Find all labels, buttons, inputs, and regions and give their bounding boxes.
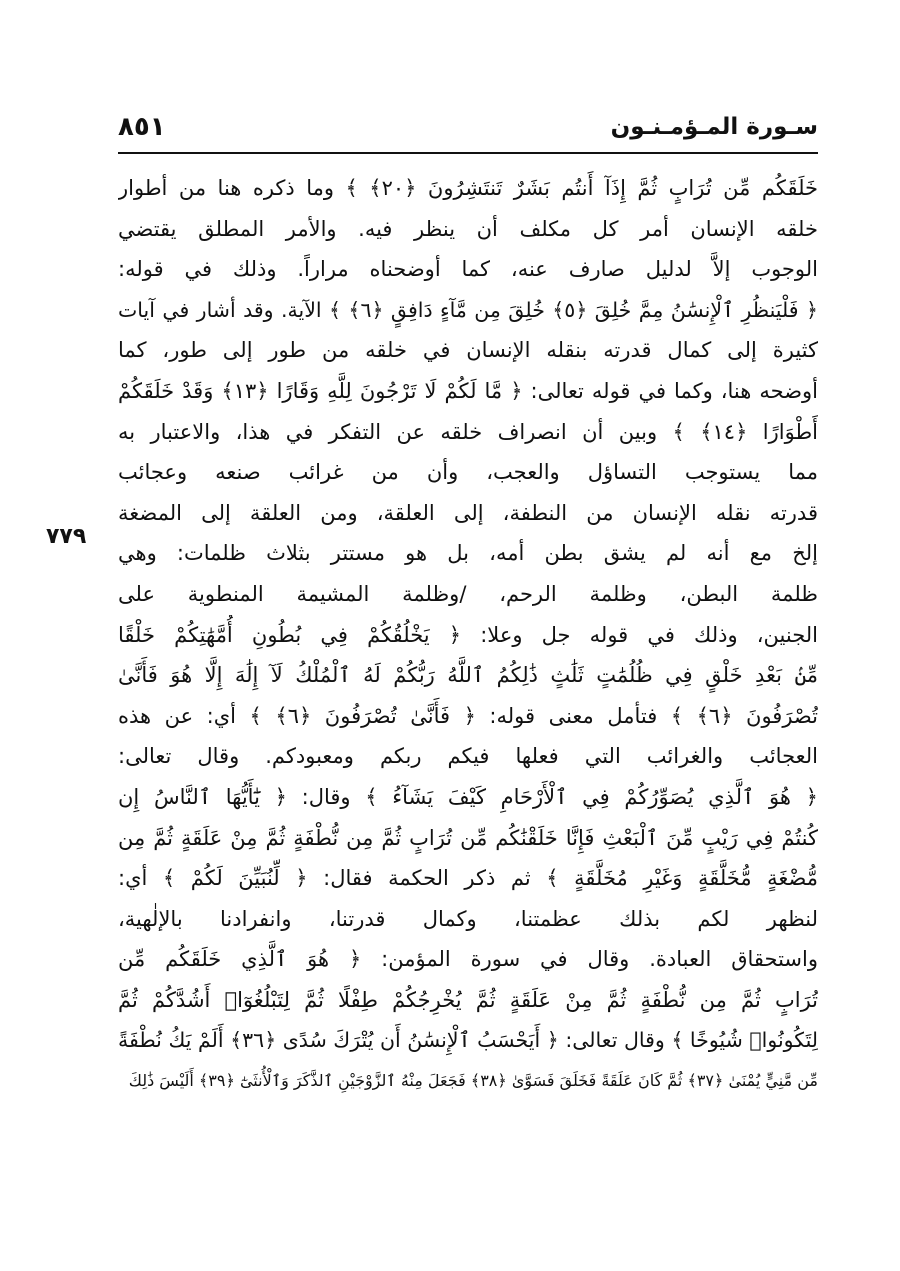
text-line: ﴿ هُوَ ٱلَّذِي يُصَوِّرُكُمْ فِي ٱلْأَرْحَامِ كَيْفَ يَشَآءُ ﴾ وقال: ﴿ يَٰٓأَيُّهَا ٱلنَّاسُ إِن: [118, 784, 818, 809]
text-line: لنظهر لكم بذلك عظمتنا، وكمال قدرتنا، وانفرادنا بالإلٰهية،: [118, 906, 818, 931]
text-line: مُّضْغَةٍ مُّخَلَّقَةٍ وَغَيْرِ مُخَلَّقَةٍ ﴾ ثم ذكر الحكمة فقال: ﴿ لِّنُبَيِّنَ لَكُمْ ﴾ أي:: [118, 866, 818, 891]
surah-title: سـورة المـؤمـنـون: [610, 114, 818, 140]
text-line: تُصْرَفُونَ ﴿٦﴾ ﴾ فتأمل معنى قوله: ﴿ فَأَنَّىٰ تُصْرَفُونَ ﴿٦﴾ ﴾ أي: عن هذه: [118, 703, 818, 728]
text-line: خَلَقَكُم مِّن تُرَابٍ ثُمَّ إِذَآ أَنتُم بَشَرٌ تَنتَشِرُونَ ﴿٢٠﴾ ﴾ وما ذكره هنا من أطوار: [118, 176, 818, 200]
text-line: خلقه الإنسان أمر كل مكلف أن ينظر فيه. والأمر المطلق يقتضي: [118, 216, 818, 241]
page-header: [118, 108, 818, 154]
text-line: قدرته نقله الإنسان من النطفة، إلى العلقة، ومن العلقة إلى المضغة: [118, 500, 818, 525]
text-line: ﴿ فَلْيَنظُرِ ٱلْإِنسَٰنُ مِمَّ خُلِقَ ﴿٥﴾ خُلِقَ مِن مَّآءٍ دَافِقٍ ﴿٦﴾ ﴾ الآية. وقد أشار في آيات: [118, 297, 818, 322]
text-line: أَطْوَارًا ﴿١٤﴾ ﴾ وبين أن انصراف خلقه عن التفكر في هذا، والاعتبار به: [118, 419, 818, 444]
page-number: ٨٥١: [118, 112, 166, 142]
text-line: ظلمة البطن، وظلمة الرحم، /وظلمة المشيمة المنطوية على: [118, 581, 818, 606]
text-line: مِّن مَّنِيٍّ يُمْنَىٰ ﴿٣٧﴾ ثُمَّ كَانَ عَلَقَةً فَخَلَقَ فَسَوَّىٰ ﴿٣٨﴾ فَجَعَلَ مِنْهُ ٱلزَّوْجَيْنِ ٱلذَّكَرَ وَٱلْأُنثَىٰٓ ﴿٣٩﴾ أَلَيْسَ ذَٰلِكَ: [128, 1071, 818, 1091]
text-line: كثيرة إلى كمال قدرته بنقله الإنسان في خلقه من طور إلى طور، كما: [118, 338, 818, 363]
text-line: تُرَابٍ ثُمَّ مِن نُّطْفَةٍ ثُمَّ مِنْ عَلَقَةٍ ثُمَّ يُخْرِجُكُمْ طِفْلًا ثُمَّ لِتَبْلُغُوٓا۟ أَشُدَّكُمْ ثُمَّ: [118, 987, 818, 1012]
book-page: [46, 108, 818, 1198]
text-line: مما يستوجب التساؤل والعجب، وأن من غرائب صنعه وعجائب: [118, 460, 818, 485]
original-page-marker: ٧٧٩: [46, 524, 87, 549]
page-body: [118, 168, 818, 1102]
text-line: كُنتُمْ فِي رَيْبٍ مِّنَ ٱلْبَعْثِ فَإِنَّا خَلَقْنَٰكُم مِّن تُرَابٍ ثُمَّ مِن نُّطْفَةٍ ثُمَّ مِنْ عَلَقَةٍ ثُمَّ مِن: [118, 825, 818, 850]
text-line: لِتَكُونُوا۟ شُيُوخًا ﴾ وقال تعالى: ﴿ أَيَحْسَبُ ٱلْإِنسَٰنُ أَن يُتْرَكَ سُدًى ﴿٣٦﴾ أَلَمْ يَكُ نُطْفَةً: [118, 1028, 818, 1053]
text-line: أوضحه هنا، وكما في قوله تعالى: ﴿ مَّا لَكُمْ لَا تَرْجُونَ لِلَّهِ وَقَارًا ﴿١٣﴾ وَقَدْ خَلَقَكُمْ: [118, 378, 818, 403]
text-line: مِّنۢ بَعْدِ خَلْقٍ فِي ظُلُمَٰتٍ ثَلَٰثٍ ذَٰلِكُمُ ٱللَّهُ رَبُّكُمْ لَهُ ٱلْمُلْكُ لَآ إِلَٰهَ إِلَّا هُوَ فَأَنَّىٰ: [118, 663, 818, 688]
text-line: الجنين، وذلك في قوله جل وعلا: ﴿ يَخْلُقُكُمْ فِي بُطُونِ أُمَّهَٰتِكُمْ خَلْقًا: [118, 622, 818, 647]
text-line: إلخ مع أنه لم يشق بطن أمه، بل هو مستتر بثلاث ظلمات: وهي: [118, 541, 818, 566]
text-line: الوجوب إلاَّ لدليل صارف عنه، كما أوضحناه مراراً. وذلك في قوله:: [118, 257, 818, 282]
text-line: العجائب والغرائب التي فعلها فيكم ربكم ومعبودكم. وقال تعالى:: [118, 744, 818, 769]
text-line: واستحقاق العبادة. وقال في سورة المؤمن: ﴿ هُوَ ٱلَّذِي خَلَقَكُم مِّن: [118, 947, 818, 972]
